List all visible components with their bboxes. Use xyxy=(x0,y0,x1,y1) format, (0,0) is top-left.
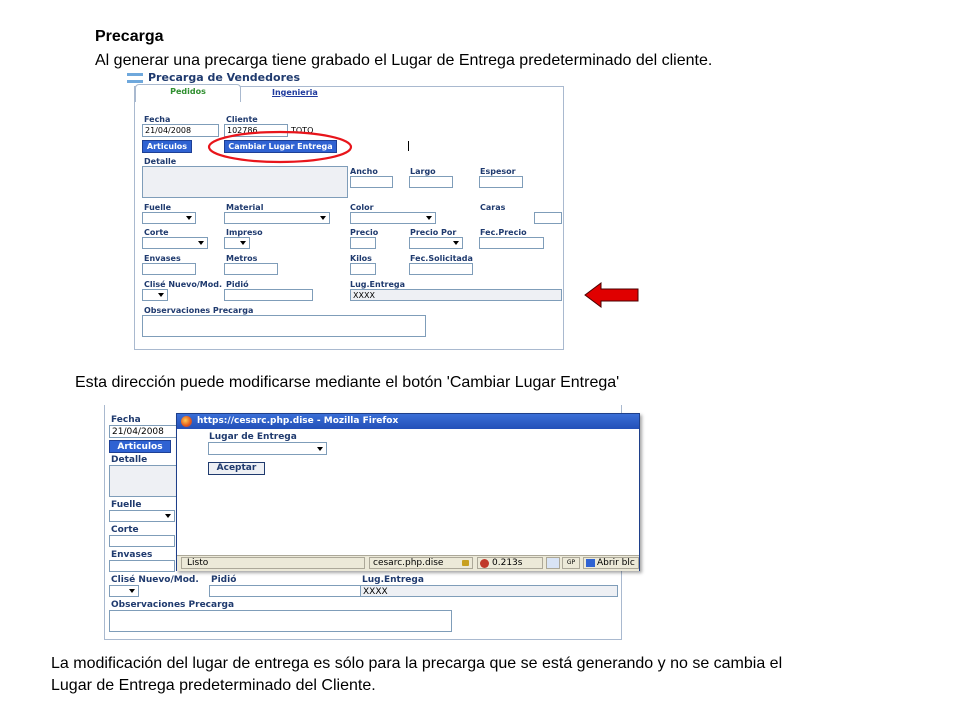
metros-input[interactable] xyxy=(224,263,278,275)
chevron-down-icon xyxy=(165,514,171,518)
abrir-button[interactable] xyxy=(583,557,639,569)
popup-titlebar[interactable] xyxy=(177,414,639,429)
detalle-label: Detalle xyxy=(144,157,177,166)
chevron-down-icon xyxy=(129,589,135,593)
fecha-label: Fecha xyxy=(144,115,171,124)
chevron-down-icon xyxy=(240,241,246,245)
espesor-label: Espesor xyxy=(480,167,516,176)
slide-footer-line1: La modificación del lugar de entrega es sólo para la precarga que se está generando y no se cambia el xyxy=(51,655,783,672)
observaciones-label: Observaciones Precarga xyxy=(144,306,254,315)
envases-input[interactable] xyxy=(142,263,196,275)
ancho-input[interactable] xyxy=(350,176,393,188)
precarga-form-screenshot xyxy=(125,71,565,351)
tab-pedidos[interactable] xyxy=(135,84,241,102)
fec-solicitada-input[interactable] xyxy=(409,263,473,275)
fecha-input-2[interactable]: 21/04/2008 xyxy=(109,425,179,438)
kilos-input[interactable] xyxy=(350,263,376,275)
precio-input[interactable] xyxy=(350,237,376,249)
cambiar-lugar-entrega-button[interactable]: Cambiar Lugar Entrega xyxy=(224,140,337,153)
lugar-entrega-select[interactable] xyxy=(208,442,327,455)
fuelle-label-2: Fuelle xyxy=(111,500,142,510)
precio-por-label: Precio Por xyxy=(410,228,457,237)
firefox-icon xyxy=(181,416,192,427)
articulos-button[interactable]: Articulos xyxy=(142,140,192,153)
observaciones-label-2: Observaciones Precarga xyxy=(111,600,235,610)
fuelle-select[interactable] xyxy=(142,212,196,224)
status-text: Listo xyxy=(181,557,365,569)
chevron-down-icon xyxy=(186,216,192,220)
fecha-input[interactable]: 21/04/2008 xyxy=(142,124,219,137)
detalle-textarea[interactable] xyxy=(142,166,348,198)
slide-intro: Al generar una precarga tiene grabado el Lugar de Entrega predeterminado del cliente. xyxy=(95,52,713,69)
aceptar-button[interactable]: Aceptar xyxy=(208,462,265,475)
clock-icon xyxy=(480,559,489,568)
metros-label: Metros xyxy=(226,254,258,263)
gp-icon[interactable]: GP xyxy=(562,557,580,569)
pidio-label-2: Pidió xyxy=(211,575,237,585)
left-arrow-icon xyxy=(583,281,641,309)
fec-solicitada-label: Fec.Solicitada xyxy=(410,254,473,263)
slide-middle: Esta dirección puede modificarse mediante el botón 'Cambiar Lugar Entrega' xyxy=(75,374,620,391)
impreso-label: Impreso xyxy=(226,228,263,237)
status-host xyxy=(369,557,473,569)
caras-label: Caras xyxy=(480,203,506,212)
lug-entrega-label: Lug.Entrega xyxy=(350,280,406,289)
slide-heading: Precarga xyxy=(95,28,164,45)
kilos-label: Kilos xyxy=(350,254,372,263)
envases-input-2[interactable] xyxy=(109,560,175,572)
cliente-name: TOTO xyxy=(291,126,314,135)
popup-title: https://cesarc.php.dise - Mozilla Firefox xyxy=(197,416,399,426)
cliente-input[interactable]: 102786 xyxy=(224,124,288,137)
text-cursor xyxy=(408,141,409,151)
caras-input[interactable] xyxy=(534,212,562,224)
fuelle-label: Fuelle xyxy=(144,203,172,212)
lug-entrega-input-2[interactable]: XXXX xyxy=(360,585,618,597)
tab-pedidos-label: Pedidos xyxy=(170,87,206,96)
observaciones-textarea-2[interactable] xyxy=(109,610,452,632)
status-bar xyxy=(177,555,639,571)
chevron-down-icon xyxy=(320,216,326,220)
corte-select[interactable] xyxy=(142,237,208,249)
material-select[interactable] xyxy=(224,212,330,224)
observaciones-textarea[interactable] xyxy=(142,315,426,337)
envases-label: Envases xyxy=(144,254,181,263)
largo-input[interactable] xyxy=(409,176,453,188)
fec-precio-input[interactable] xyxy=(479,237,544,249)
precio-label: Precio xyxy=(350,228,379,237)
abrir-text: Abrir blc xyxy=(597,558,635,568)
fuelle-select-2[interactable] xyxy=(109,510,175,522)
cliente-label: Cliente xyxy=(226,115,258,124)
tab-ingenieria[interactable]: Ingenieria xyxy=(272,88,318,97)
material-label: Material xyxy=(226,203,264,212)
status-time-text: 0.213s xyxy=(492,558,523,568)
cliche-select-2[interactable] xyxy=(109,585,139,597)
chevron-down-icon xyxy=(158,293,164,297)
chevron-down-icon xyxy=(453,241,459,245)
window-title: Precarga de Vendedores xyxy=(148,71,301,84)
pidio-label: Pidió xyxy=(226,280,249,289)
espesor-input[interactable] xyxy=(479,176,523,188)
argentina-flag-icon xyxy=(127,73,143,83)
popup-screenshot xyxy=(100,405,640,645)
popup-window xyxy=(176,413,640,571)
cliche-select[interactable] xyxy=(142,289,168,301)
fecha-label-2: Fecha xyxy=(111,415,141,425)
grid-icon[interactable] xyxy=(546,557,560,569)
detalle-label-2: Detalle xyxy=(111,455,148,465)
corte-label-2: Corte xyxy=(111,525,139,535)
color-select[interactable] xyxy=(350,212,436,224)
precio-por-select[interactable] xyxy=(409,237,463,249)
chevron-down-icon xyxy=(317,447,323,451)
articulos-button-2[interactable]: Articulos xyxy=(109,440,171,453)
slide-footer-line2: Lugar de Entrega predeterminado del Cliente. xyxy=(51,677,376,694)
lock-icon xyxy=(462,560,469,566)
lug-entrega-input[interactable]: XXXX xyxy=(350,289,562,301)
lug-entrega-label-2: Lug.Entrega xyxy=(362,575,424,585)
envases-label-2: Envases xyxy=(111,550,153,560)
cliche-label: Clisé Nuevo/Mod. xyxy=(144,280,222,289)
chevron-down-icon xyxy=(426,216,432,220)
lugar-entrega-label: Lugar de Entrega xyxy=(209,432,297,442)
impreso-select[interactable] xyxy=(224,237,250,249)
corte-label: Corte xyxy=(144,228,169,237)
highlight-ellipse xyxy=(205,129,355,165)
largo-label: Largo xyxy=(410,167,436,176)
detalle-textarea-2[interactable] xyxy=(109,465,181,497)
cliche-label-2: Clisé Nuevo/Mod. xyxy=(111,575,199,585)
status-host-text: cesarc.php.dise xyxy=(373,558,444,568)
pidio-input[interactable] xyxy=(224,289,313,301)
color-label: Color xyxy=(350,203,374,212)
fec-precio-label: Fec.Precio xyxy=(480,228,527,237)
chevron-down-icon xyxy=(198,241,204,245)
window-icon xyxy=(586,559,595,567)
status-time xyxy=(477,557,543,569)
ancho-label: Ancho xyxy=(350,167,378,176)
corte-select-2[interactable] xyxy=(109,535,175,547)
